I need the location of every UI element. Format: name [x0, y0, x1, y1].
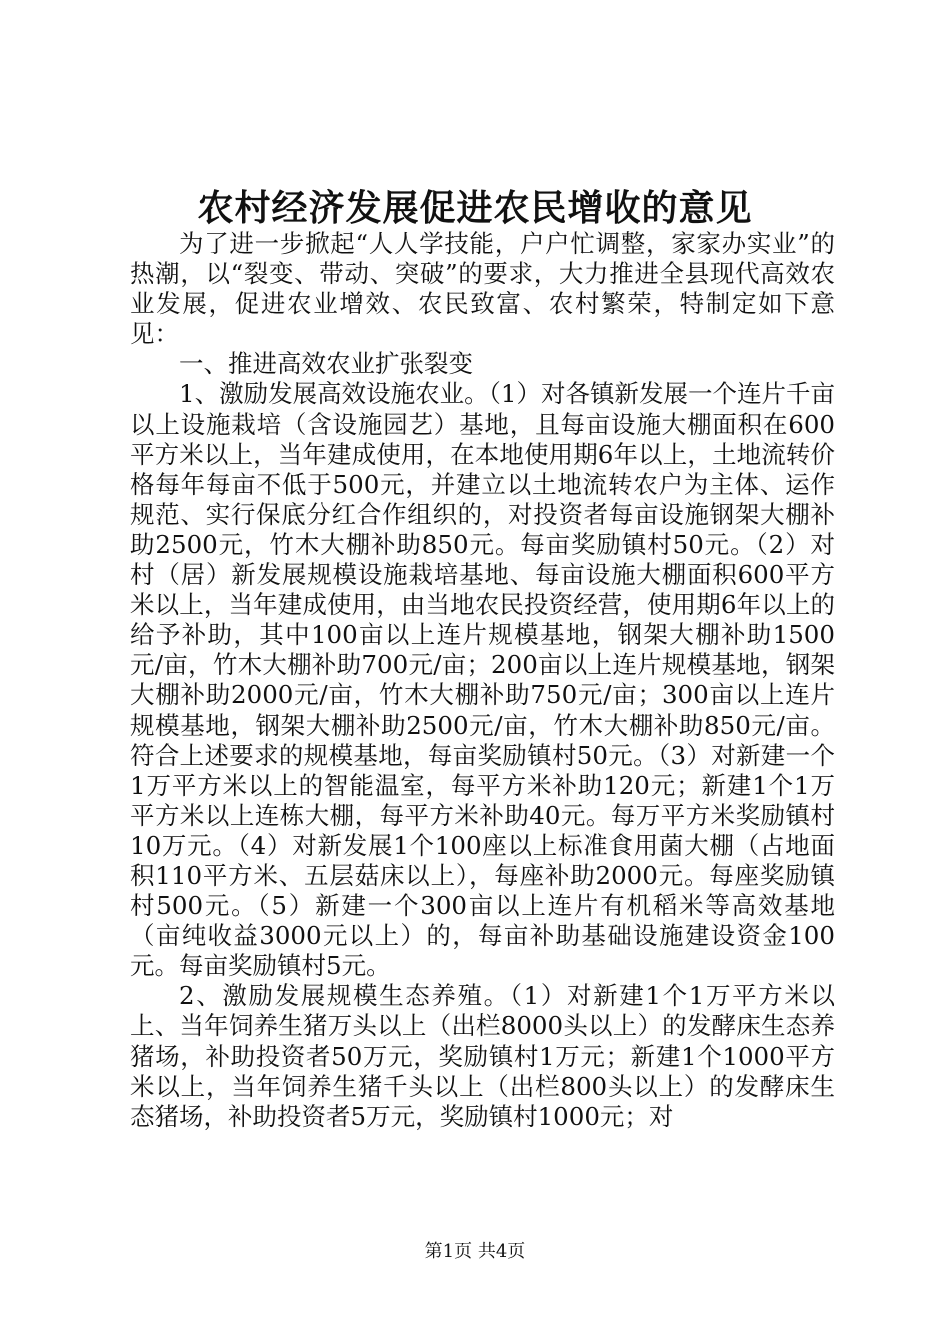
body-paragraph-eco-breeding: 2、激励发展规模生态养殖。（1）对新建1个1万平方米以上、当年饲养生猪万头以上（出栏8000头以上）的发酵床生态养猪场，补助投资者50万元，奖励镇村1万元；新建1个1000平方米以上，当年饲养生猪千头以上（出栏800头以上）的发酵床生态猪场，补助投资者5万元，奖励镇村1000元；对 — [130, 981, 835, 1131]
page-footer: 第1页 共4页 — [424, 1241, 526, 1262]
document-body — [130, 229, 835, 1132]
intro-paragraph: 为了进一步掀起“人人学技能，户户忙调整，家家办实业”的热潮，以“裂变、带动、突破”的要求，大力推进全县现代高效农业发展，促进农业增效、农民致富、农村繁荣，特制定如下意见： — [130, 229, 835, 349]
document-title: 农村经济发展促进农民增收的意见 — [197, 187, 753, 229]
section-heading: 一、推进高效农业扩张裂变 — [179, 349, 473, 379]
body-paragraph-facility-agriculture: 1、激励发展高效设施农业。（1）对各镇新发展一个连片千亩以上设施栽培（含设施园艺）基地，且每亩设施大棚面积在600平方米以上，当年建成使用，在本地使用期6年以上，土地流转价格每年每亩不低于500元，并建立以土地流转农户为主体、运作规范、实行保底分红合作组织的，对投资者每亩设施钢架大棚补助2500元，竹木大棚补助850元。每亩奖励镇村50元。（2）对村（居）新发展规模设施栽培基地、每亩设施大棚面积600平方米以上，当年建成使用，由当地农民投资经营，使用期6年以上的给予补助，其中100亩以上连片规模基地，钢架大棚补助1500元/亩，竹木大棚补助700元/亩；200亩以上连片规模基地，钢架大棚补助2000元/亩，竹木大棚补助750元/亩；300亩以上连片规模基地，钢架大棚补助2500元/亩，竹木大棚补助850元/亩。符合上述要求的规模基地，每亩奖励镇村50元。（3）对新建一个1万平方米以上的智能温室，每平方米补助120元；新建1个1万平方米以上连栋大棚，每平方米补助40元。每万平方米奖励镇村10万元。（4）对新发展1个100座以上标准食用菌大棚（占地面积110平方米、五层菇床以上），每座补助2000元。每座奖励镇村500元。（5）新建一个300亩以上连片有机稻米等高效基地（亩纯收益3000元以上）的，每亩补助基础设施建设资金100元。每亩奖励镇村5元。 — [130, 379, 835, 981]
